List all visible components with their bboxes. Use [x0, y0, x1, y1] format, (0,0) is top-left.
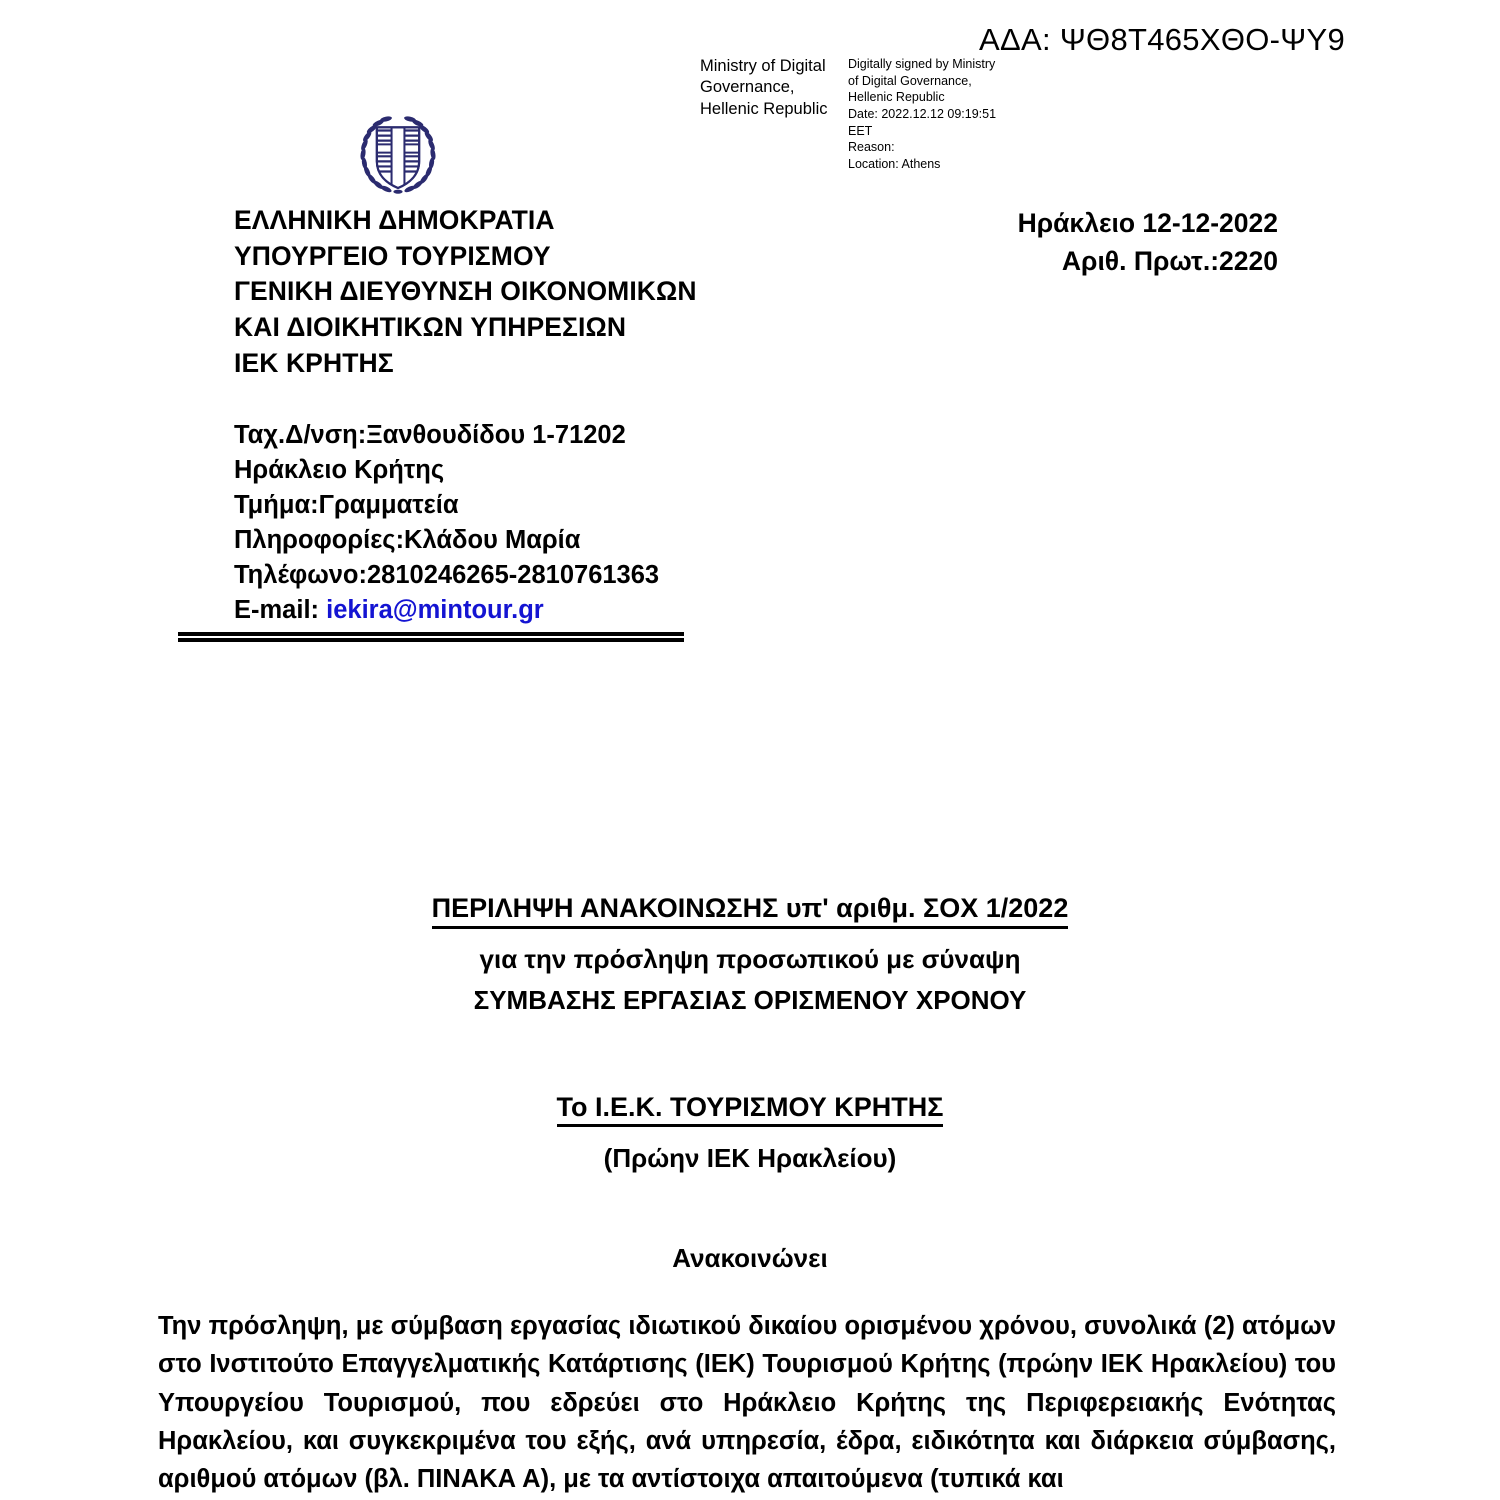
announcement-title-tertiary: ΣΥΜΒΑΣΗΣ ΕΡΓΑΣΙΑΣ ΟΡΙΣΜΕΝΟΥ ΧΡΟΝΟΥ [473, 985, 1027, 1016]
protocol-block [1018, 205, 1278, 280]
protocol-place-date: Ηράκλειο 12-12-2022 [1017, 208, 1278, 238]
signature-detail-line: Hellenic Republic [848, 90, 945, 105]
contact-city: Ηράκλειο Κρήτης [234, 455, 445, 484]
org-line-ministry: ΥΠΟΥΡΓΕΙΟ ΤΟΥΡΙΣΜΟΥ [234, 240, 551, 271]
institute-former-name: (Πρώην ΙΕΚ Ηρακλείου) [603, 1143, 897, 1173]
institute-name: Το Ι.Ε.Κ. ΤΟΥΡΙΣΜΟΥ ΚΡΗΤΗΣ [557, 1092, 944, 1127]
ada-code: ΑΔΑ: ΨΘ8Τ465ΧΘΟ-ΨΥ9 [979, 22, 1345, 57]
signature-detail-line: Reason: [848, 140, 895, 155]
contact-details [234, 418, 659, 628]
org-line-republic: ΕΛΛΗΝΙΚΗ ΔΗΜΟΚΡΑΤΙΑ [234, 205, 555, 235]
signature-detail-line: of Digital Governance, [848, 73, 972, 88]
contact-address: Ταχ.Δ/νση:Ξανθουδίδου 1-71202 [234, 421, 626, 449]
contact-email-link[interactable]: iekira@mintour.gr [326, 595, 544, 624]
institute-block [0, 1092, 1500, 1174]
org-line-directorate-2: ΚΑΙ ΔΙΟΙΚΗΤΙΚΩΝ ΥΠΗΡΕΣΙΩΝ [234, 311, 627, 342]
contact-info-person: Πληροφορίες:Κλάδου Μαρία [234, 525, 581, 554]
signature-detail-line: Date: 2022.12.12 09:19:51 [848, 106, 997, 121]
body-paragraph: Την πρόσληψη, με σύμβαση εργασίας ιδιωτικού δικαίου ορισμένου χρόνου, συνολικά (2) ατόμων στο Ινστιτούτο Επαγγελματικής Κατάρτισης (ΙΕΚ) Τουρισμού Κρήτης (πρώην ΙΕΚ Ηρακλείου) του Υπουργείου Τουρισμού, που εδρεύει στο Ηράκλειο Κρήτης της Περιφερειακής Ενότητας Ηρακλείου, και συγκεκριμένα του εξής, ανά υπηρεσία, έδρα, ειδικότητα και διάρκεια σύμβασης, αριθμού ατόμων (βλ. ΠΙΝΑΚΑ Α), με τα αντίστοιχα απαιτούμενα (τυπικά και [158, 1312, 1336, 1493]
digital-signature-stamp [700, 56, 1320, 172]
header-separator-rule [178, 632, 684, 642]
signature-details [848, 56, 1320, 172]
signature-detail-line: Digitally signed by Ministry [848, 57, 996, 71]
signature-detail-line: EET [848, 123, 873, 138]
announcement-title-primary: ΠΕΡΙΛΗΨΗ ΑΝΑΚΟΙΝΩΣΗΣ υπ' αριθμ. ΣΟΧ 1/2022 [432, 893, 1069, 929]
announces-label: Ανακοινώνει [672, 1243, 828, 1273]
contact-email-label: E-mail: [234, 595, 320, 624]
signature-signer-name: Ministry of Digital Governance, Hellenic Republic [700, 57, 828, 118]
org-line-directorate-1: ΓΕΝΙΚΗ ΔΙΕΥΘΥΝΣΗ ΟΙΚΟΝΟΜΙΚΩΝ [234, 276, 697, 307]
signature-detail-line: Location: Athens [848, 156, 941, 171]
announcement-title-secondary: για την πρόσληψη προσωπικού με σύναψη [479, 943, 1021, 974]
protocol-number: Αριθ. Πρωτ.:2220 [1061, 245, 1278, 276]
contact-email-row [234, 593, 659, 628]
organization-heading [234, 203, 697, 381]
contact-department: Τμήμα:Γραμματεία [234, 490, 459, 519]
contact-phone: Τηλέφωνο:2810246265-2810761363 [234, 560, 660, 589]
org-line-iek: ΙΕΚ ΚΡΗΤΗΣ [234, 347, 394, 378]
announcement-title-block [0, 893, 1500, 1017]
greek-coat-of-arms-icon [352, 108, 444, 200]
